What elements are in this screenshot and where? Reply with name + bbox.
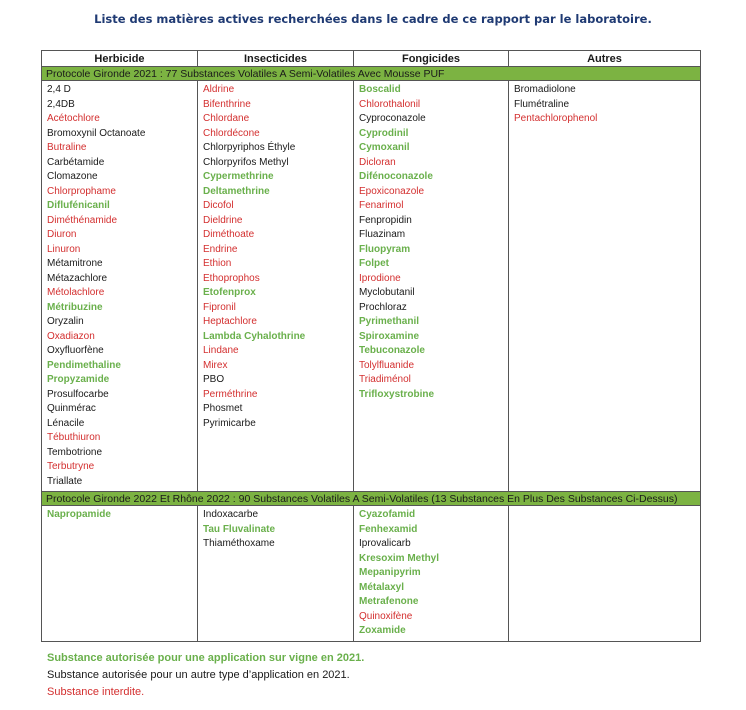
substance-item: Triadiménol <box>359 374 411 385</box>
substance-item: Ethoprophos <box>203 272 260 284</box>
column-fongicides <box>354 81 509 492</box>
column-fongicides <box>354 506 509 642</box>
substance-item: Chlordane <box>203 113 250 124</box>
substance-item: Métolachlore <box>47 287 105 298</box>
legend-interdite: Substance interdite. <box>47 686 145 698</box>
substance-item: Diméthénamide <box>47 214 118 226</box>
substance-item: PBO <box>203 374 225 385</box>
substance-item: Boscalid <box>359 84 401 95</box>
substance-item: 2,4 D <box>47 84 71 95</box>
substance-item: Aldrine <box>203 84 235 95</box>
substance-item: Diméthoate <box>203 229 255 240</box>
substance-item: Propyzamide <box>47 374 110 385</box>
substance-item: Indoxacarbe <box>203 509 259 520</box>
substance-item: Bromoxynil Octanoate <box>47 127 146 139</box>
column-herbicide <box>42 506 198 642</box>
substance-item: Métribuzine <box>47 301 103 313</box>
substance-item: Cypermethrine <box>203 171 274 182</box>
legend-vigne: Substance autorisée pour une application sur vigne en 2021. <box>47 652 365 664</box>
substance-item: Bifenthrine <box>203 98 251 110</box>
substance-item: Pendimethaline <box>47 359 121 371</box>
header-autres: Autres <box>509 51 701 67</box>
substance-item: Tebuconazole <box>359 345 425 356</box>
substance-item: Pyrimethanil <box>359 316 420 327</box>
substance-item: Chlorprophame <box>47 185 116 197</box>
substance-item: Clomazone <box>47 171 98 182</box>
substance-item: Dicofol <box>203 200 234 211</box>
substance-item: Butraline <box>47 142 87 153</box>
substance-item: Etofenprox <box>203 287 256 298</box>
substance-item: Métamitrone <box>47 258 103 269</box>
substance-item: Fenarimol <box>359 200 404 211</box>
substance-item: Cymoxanil <box>359 142 410 153</box>
substance-item: Ethion <box>203 258 232 269</box>
substance-item: Métazachlore <box>47 272 108 284</box>
substance-item: Quinmérac <box>47 403 96 414</box>
substance-item: Kresoxim Methyl <box>359 552 440 564</box>
page-title: Liste des matières actives recherchées dans le cadre de ce rapport par le laboratoire. <box>94 12 652 26</box>
substance-item: Epoxiconazole <box>359 185 425 197</box>
substance-item: Fenpropidin <box>359 214 412 226</box>
substance-item: Linuron <box>47 243 81 255</box>
substance-item: Prosulfocarbe <box>47 388 109 400</box>
substance-item: Difénoconazole <box>359 171 433 182</box>
substance-item: Chlorpyrifos Methyl <box>203 156 289 168</box>
substance-item: Fluazinam <box>359 229 406 240</box>
substance-item: Tembotrione <box>47 446 103 458</box>
substance-item: Cyazofamid <box>359 509 416 520</box>
substance-item: Quinoxifène <box>359 610 413 622</box>
substance-item: Zoxamide <box>359 625 406 636</box>
substance-item: Pentachlorophenol <box>514 113 598 124</box>
substance-item: Fenhexamid <box>359 523 418 535</box>
substance-item: Folpet <box>359 258 389 269</box>
substance-item: Heptachlore <box>203 316 257 327</box>
substance-item: Dieldrine <box>203 214 243 226</box>
substance-item: Tau Fluvalinate <box>203 523 276 535</box>
substance-item: Phosmet <box>203 403 243 414</box>
substance-item: Métalaxyl <box>359 581 405 593</box>
legend-autre: Substance autorisée pour un autre type d’application en 2021. <box>47 669 350 681</box>
substance-item: Napropamide <box>47 509 111 520</box>
substance-item: Mirex <box>203 359 228 371</box>
substance-item: Fluopyram <box>359 243 411 255</box>
substance-item: 2,4DB <box>47 98 75 110</box>
header-herbicide: Herbicide <box>42 51 198 67</box>
substance-item: Perméthrine <box>203 388 258 400</box>
substance-item: Cyprodinil <box>359 127 409 139</box>
substance-item: Metrafenone <box>359 596 419 607</box>
substance-item: Chlorothalonil <box>359 98 421 110</box>
substance-item: Triallate <box>47 475 83 487</box>
column-insecticides <box>198 506 354 642</box>
substance-item: Diuron <box>47 229 77 240</box>
substance-item: Endrine <box>203 243 238 255</box>
substance-item: Tolylfluanide <box>359 359 415 371</box>
column-insecticides <box>198 81 354 492</box>
substance-item: Prochloraz <box>359 301 407 313</box>
substance-item: Dicloran <box>359 156 396 168</box>
substance-item: Iprodione <box>359 272 401 284</box>
substance-item: Chlordécone <box>203 127 260 139</box>
protocol-band-2021 <box>42 67 701 81</box>
substance-item: Flumétraline <box>514 98 570 110</box>
header-insecticides: Insecticides <box>198 51 354 67</box>
protocol-band-2022 <box>42 492 701 506</box>
substance-item: Fipronil <box>203 301 236 313</box>
substance-item: Lambda Cyhalothrine <box>203 330 306 342</box>
column-autres <box>509 506 701 642</box>
substance-item: Spiroxamine <box>359 330 420 342</box>
protocol-body-2022 <box>42 506 701 642</box>
substance-item: Chlorpyriphos Éthyle <box>203 142 296 153</box>
table-header-row <box>42 51 701 67</box>
substances-table <box>41 50 701 642</box>
substance-item: Tébuthiuron <box>47 432 101 443</box>
column-herbicide <box>42 81 198 492</box>
protocol-label: Protocole Gironde 2021 : 77 Substances Volatiles A Semi-Volatiles Avec Mousse PUF <box>42 67 701 81</box>
header-fongicides: Fongicides <box>354 51 509 67</box>
substance-item: Myclobutanil <box>359 287 415 298</box>
substance-item: Cyproconazole <box>359 113 426 124</box>
substance-item: Bromadiolone <box>514 84 576 95</box>
substance-item: Acétochlore <box>47 113 100 124</box>
substance-item: Lénacile <box>47 417 85 429</box>
substance-item: Thiaméthoxame <box>203 538 275 549</box>
substance-item: Oryzalin <box>47 316 84 327</box>
substance-item: Oxyfluorfène <box>47 345 104 356</box>
substance-item: Mepanipyrim <box>359 567 421 578</box>
substance-item: Diflufénicanil <box>47 200 110 211</box>
column-autres <box>509 81 701 492</box>
substance-item: Iprovalicarb <box>359 538 411 549</box>
substance-item: Terbutryne <box>47 461 95 472</box>
substance-item: Carbétamide <box>47 156 105 168</box>
substance-item: Oxadiazon <box>47 330 95 342</box>
substance-item: Lindane <box>203 345 239 356</box>
protocol-body-2021 <box>42 81 701 492</box>
substance-item: Trifloxystrobine <box>359 388 435 400</box>
protocol-label: Protocole Gironde 2022 Et Rhône 2022 : 90 Substances Volatiles A Semi-Volatiles (13 Substances En Plus Des Substances Ci-Dessus) <box>42 492 701 506</box>
substance-item: Deltamethrine <box>203 185 270 197</box>
substance-item: Pyrimicarbe <box>203 417 256 429</box>
